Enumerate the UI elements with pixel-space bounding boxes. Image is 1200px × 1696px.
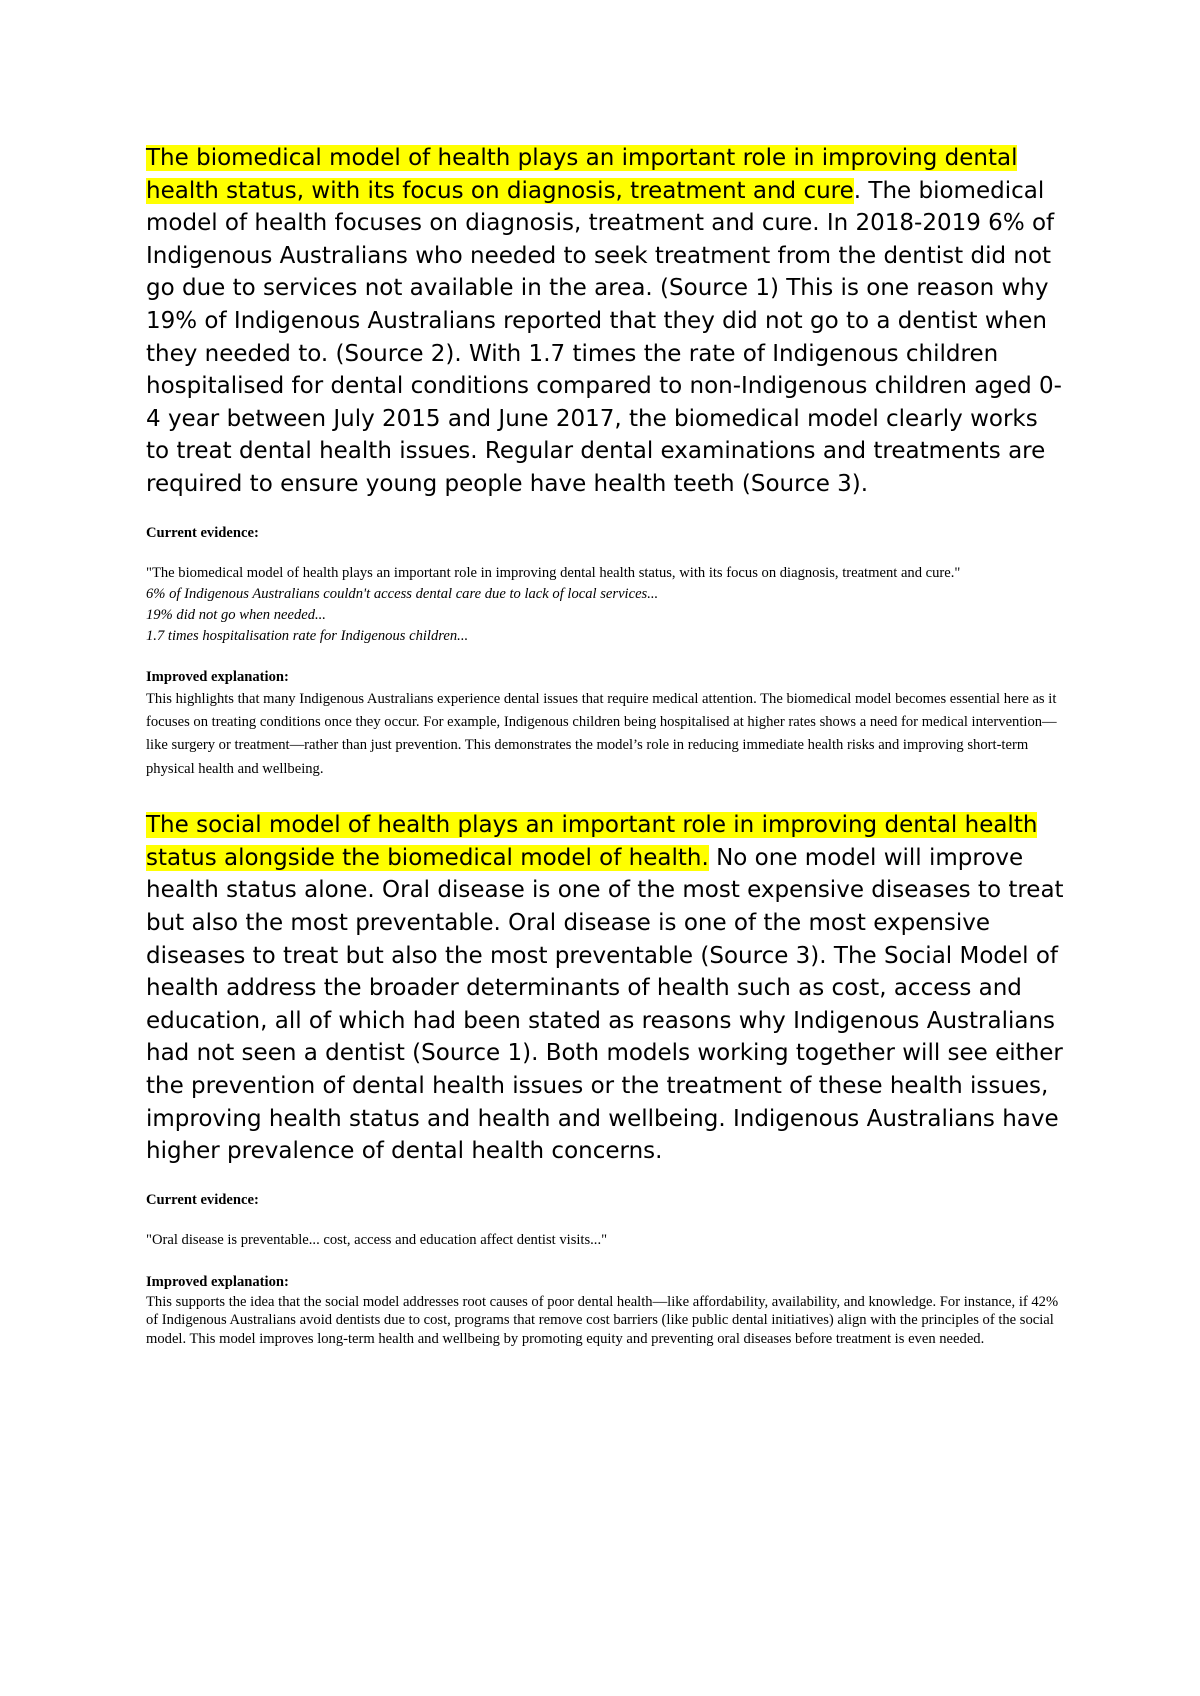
section1-evidence-item: 1.7 times hospitalisation rate for Indigenous children... (146, 627, 469, 644)
section2-body-text: No one model will improve health status alone. Oral disease is one of the most expensive diseases to treat but also the most preventable. Oral disease is one of the most expensive diseases to treat but also the most preventable (Source 3). The Social Model of health address the broader determinants of health such as cost, access and education, all of which had been stated as reasons why Indigenous Australians had not seen a dentist (Source 1). Both models working together will see either the prevention of dental health issues or the treatment of these health issues, improving health status and health and wellbeing. Indigenous Australians have higher prevalence of dental health concerns. (146, 844, 1064, 1165)
section2-improved-heading: Improved explanation: (146, 1273, 289, 1290)
section1-highlighted-sentence: The biomedical model of health plays an important role in improving dental health status, with its focus on diagnosis, treatment and cure (146, 145, 1018, 204)
section1-evidence-quote: "The biomedical model of health plays an important role in improving dental health status, with its focus on diagnosis, treatment and cure." (146, 564, 961, 581)
document-page (146, 142, 1066, 1348)
section1-paragraph (146, 142, 1066, 501)
section2-evidence-block (146, 1190, 1066, 1349)
section1-evidence-heading: Current evidence: (146, 524, 259, 541)
section1-improved-body: This highlights that many Indigenous Australians experience dental issues that require medical attention. The biomedical model becomes essential here as it focuses on treating conditions once they occur. For example, Indigenous children being hospitalised at higher rates shows a need for medical intervention—like surgery or treatment—rather than just prevention. This demonstrates the model’s role in reducing immediate health risks and improving short-term physical health and wellbeing. (146, 690, 1057, 777)
section1-body-text: . The biomedical model of health focuses on diagnosis, treatment and cure. In 2018-2019 6% of Indigenous Australians who needed to seek treatment from the dentist did not go due to services not available in the area. (Source 1) This is one reason why 19% of Indigenous Australians reported that they did not go to a dentist when they needed to. (Source 2). With 1.7 times the rate of Indigenous children hospitalised for dental conditions compared to non-Indigenous children aged 0-4 year between July 2015 and June 2017, the biomedical model clearly works to treat dental health issues. Regular dental examinations and treatments are required to ensure young people have health teeth (Source 3). (146, 177, 1062, 497)
section2-evidence-quote: "Oral disease is preventable... cost, access and education affect dentist visits..." (146, 1231, 608, 1248)
section2-improved-body: This supports the idea that the social model addresses root causes of poor dental health—like affordability, availability, and knowledge. For instance, if 42% of Indigenous Australians avoid dentists due to cost, programs that remove cost barriers (like public dental initiatives) align with the principles of the social model. This model improves long-term health and wellbeing by promoting equity and preventing oral diseases before treatment is even needed. (146, 1293, 1059, 1347)
section2-paragraph (146, 809, 1066, 1168)
section2-highlighted-sentence: The social model of health plays an important role in improving dental health status alongside the biomedical model of health. (146, 812, 1038, 871)
section1-evidence-item: 6% of Indigenous Australians couldn't access dental care due to lack of local services... (146, 585, 659, 602)
section1-improved-heading: Improved explanation: (146, 668, 289, 685)
section2-evidence-heading: Current evidence: (146, 1191, 259, 1208)
section1-evidence-block (146, 523, 1066, 782)
section1-evidence-item: 19% did not go when needed... (146, 606, 326, 623)
